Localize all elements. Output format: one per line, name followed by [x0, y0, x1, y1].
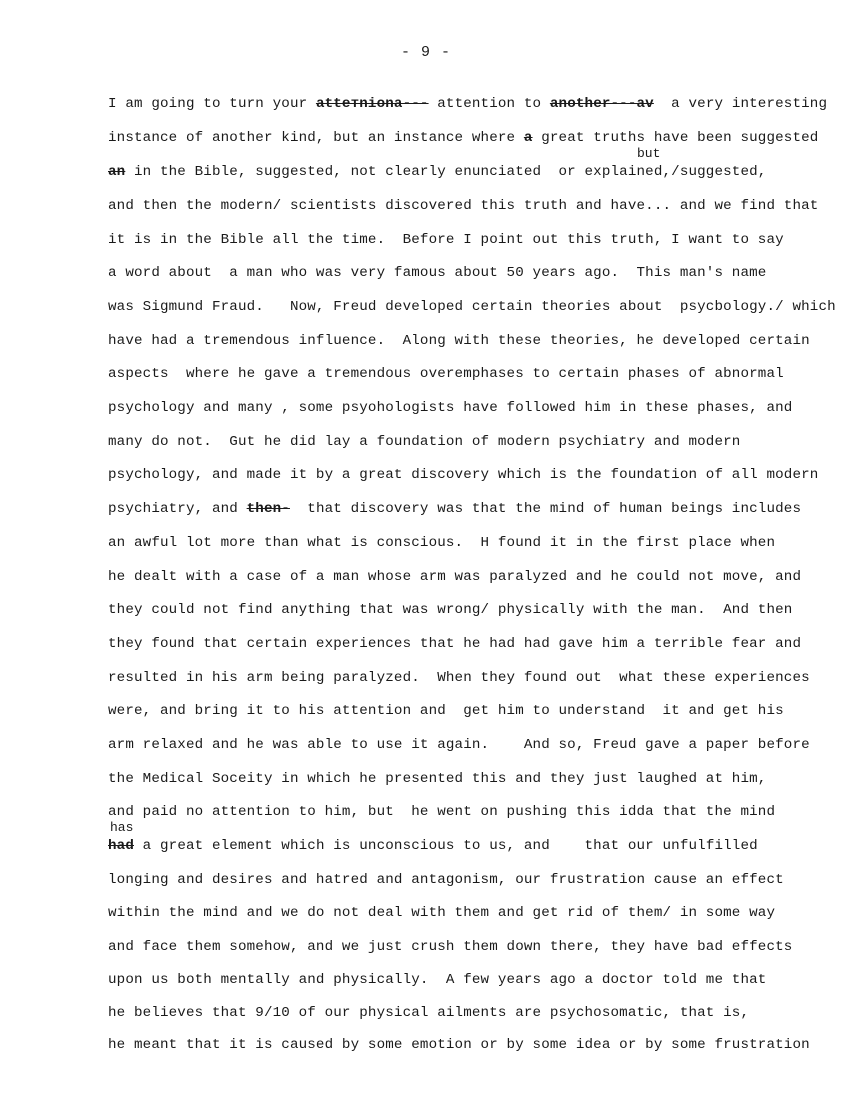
typed-line	[108, 230, 784, 250]
line-text: within the mind and we do not deal with them and get rid of them/ in some way	[108, 905, 776, 921]
typed-line	[108, 1035, 810, 1055]
line-text: and then the modern/ scientists discovered this truth and have... and we find that	[108, 198, 819, 214]
line-text: instance of another kind, but an instance where	[108, 130, 524, 146]
line-text: upon us both mentally and physically. A few years ago a doctor told me that	[108, 972, 767, 988]
typed-line	[108, 499, 801, 519]
typed-line	[108, 802, 775, 822]
line-text: many do not. Gut he did lay a foundation of modern psychiatry and modern	[108, 434, 741, 450]
typed-line	[108, 398, 792, 418]
typed-line	[108, 634, 801, 654]
typed-line	[108, 364, 784, 384]
line-text: in the Bible, suggested, not clearly enunciated or explained,/suggested,	[125, 164, 767, 180]
line-text: and face them somehow, and we just crush them down there, they have bad effects	[108, 939, 793, 955]
line-text: psychology and many , some psyohologists have followed him in these phases, and	[108, 400, 793, 416]
line-text: I am going to turn your	[108, 96, 316, 112]
typed-line	[108, 432, 740, 452]
line-text: a very interesting	[653, 96, 828, 112]
strikeout-text: an	[108, 164, 126, 180]
typed-line	[108, 128, 818, 148]
insert-but: but	[637, 146, 661, 161]
typed-line	[108, 668, 810, 688]
line-text: he meant that it is caused by some emotion or by some idea or by some frustration	[108, 1037, 810, 1053]
typed-line	[108, 162, 766, 182]
line-text: a word about a man who was very famous about 50 years ago. This man's name	[108, 265, 767, 281]
typed-line	[108, 870, 784, 890]
typed-line	[108, 735, 810, 755]
page-number: - 9 -	[400, 44, 451, 61]
typed-line	[108, 196, 818, 216]
line-text: the Medical Soceity in which he presented this and they just laughed at him,	[108, 771, 767, 787]
line-text: psychology, and made it by a great discovery which is the foundation of all modern	[108, 467, 819, 483]
strikeout-text: then-	[246, 501, 290, 517]
typed-line	[108, 701, 784, 721]
typed-line	[108, 769, 766, 789]
typed-line	[108, 331, 810, 351]
line-text: he believes that 9/10 of our physical ailments are psychosomatic, that is,	[108, 1005, 750, 1021]
typed-line	[108, 567, 801, 587]
typed-line	[108, 1003, 749, 1023]
typed-line	[108, 465, 818, 485]
typed-line	[108, 94, 827, 114]
line-text: have had a tremendous influence. Along with these theories, he developed certain	[108, 333, 810, 349]
line-text: he dealt with a case of a man whose arm was paralyzed and he could not move, and	[108, 569, 802, 585]
line-text: psychiatry, and	[108, 501, 247, 517]
typed-line	[108, 263, 766, 283]
typed-line	[108, 533, 775, 553]
line-text: were, and bring it to his attention and get him to understand it and get his	[108, 703, 784, 719]
strikeout-text: another---av	[549, 96, 654, 112]
line-text: an awful lot more than what is conscious. H found it in the first place when	[108, 535, 776, 551]
typed-line	[108, 937, 792, 957]
insert-has: has	[110, 820, 134, 835]
typed-line	[108, 836, 758, 856]
line-text: they could not find anything that was wrong/ physically with the man. And then	[108, 602, 793, 618]
typed-line	[108, 297, 836, 317]
typed-line	[108, 970, 766, 990]
line-text: they found that certain experiences that he had had gave him a terrible fear and	[108, 636, 802, 652]
line-text: was Sigmund Fraud. Now, Freud developed certain theories about psycbology./ which	[108, 299, 836, 315]
typed-line	[108, 600, 792, 620]
strikeout-text: had	[108, 838, 134, 854]
typed-line	[108, 903, 775, 923]
strikeout-text: atteтniona---	[315, 96, 429, 112]
line-text: arm relaxed and he was able to use it again. And so, Freud gave a paper before	[108, 737, 810, 753]
line-text: attention to	[428, 96, 550, 112]
line-text: it is in the Bible all the time. Before I point out this truth, I want to say	[108, 232, 784, 248]
line-text: a great element which is unconscious to us, and that our unfulfilled	[134, 838, 758, 854]
line-text: and paid no attention to him, but he went on pushing this idda that the mind	[108, 804, 776, 820]
line-text: that discovery was that the mind of human beings includes	[289, 501, 802, 517]
strikeout-text: a	[523, 130, 533, 146]
line-text: aspects where he gave a tremendous overemphases to certain phases of abnormal	[108, 366, 784, 382]
line-text: resulted in his arm being paralyzed. When they found out what these experiences	[108, 670, 810, 686]
line-text: longing and desires and hatred and antagonism, our frustration cause an effect	[108, 872, 784, 888]
line-text: great truths have been suggested	[532, 130, 819, 146]
